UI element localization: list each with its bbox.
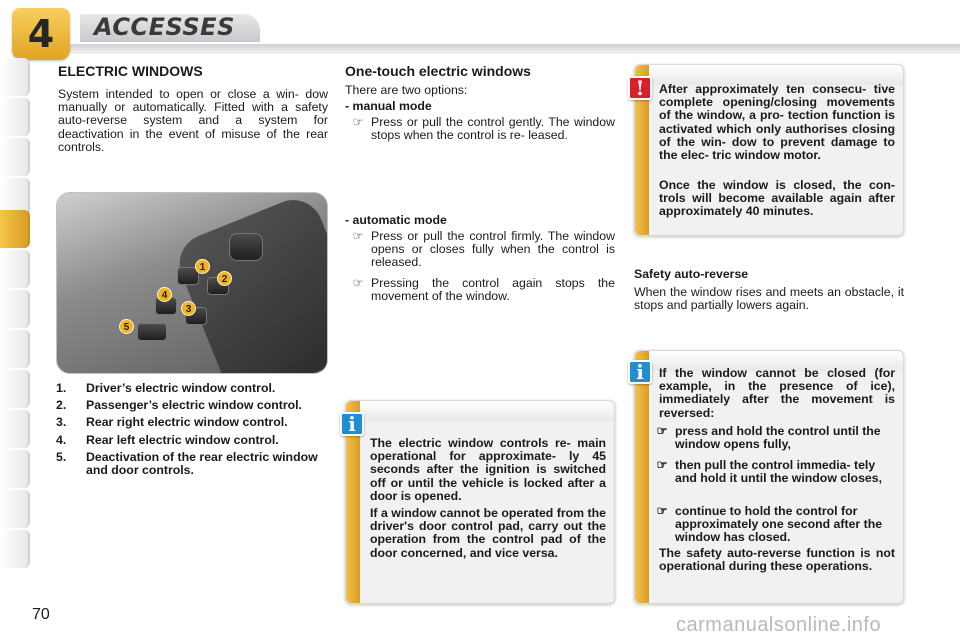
side-tab[interactable] bbox=[0, 450, 30, 488]
warning-text: After approximately ten consecu- tive complete opening/closing movements of the window, a pro- tection function is activated which only authorises closing of the win- dow to prevent damage to the elec- tric window motor. bbox=[659, 82, 895, 163]
controls-list bbox=[56, 382, 328, 481]
side-tab[interactable] bbox=[0, 410, 30, 448]
info-text: If a window cannot be operated from the driver's door control pad, carry out the operation from the control pad of the door concerned, and vice versa. bbox=[370, 506, 606, 560]
page-title: ACCESSES bbox=[94, 13, 235, 41]
info-text: The electric window controls re- main operational for approximate- ly 45 seconds after the ignition is switched off or until the vehicle is locked after a door is opened. bbox=[370, 436, 606, 503]
box-header bbox=[360, 401, 614, 421]
manual-bullet bbox=[345, 116, 615, 142]
pointing-hand-icon: ☞ bbox=[352, 115, 364, 129]
lock-switch bbox=[137, 323, 167, 341]
chapter-side-tabs bbox=[0, 58, 34, 578]
list-item bbox=[56, 399, 328, 412]
item-label: Deactivation of the rear electric window and door controls. bbox=[86, 449, 318, 478]
bullet-text: Press or pull the control gently. The window stops when the control is re- leased. bbox=[371, 115, 615, 143]
item-label: Rear left electric window control. bbox=[86, 432, 279, 447]
manual-mode-title: - manual mode bbox=[345, 99, 432, 113]
automatic-bullet bbox=[345, 277, 615, 303]
bullet-text: then pull the control immedia- tely and hold it until the window closes, bbox=[675, 458, 882, 486]
header-rule bbox=[70, 44, 960, 54]
side-tab[interactable] bbox=[0, 290, 30, 328]
pointing-hand-icon: ☞ bbox=[656, 458, 668, 472]
box-stripe bbox=[635, 351, 649, 603]
info-box-controls bbox=[345, 400, 615, 604]
pointing-hand-icon: ☞ bbox=[656, 424, 668, 438]
automatic-bullet bbox=[345, 230, 615, 270]
warning-text: Once the window is closed, the con- trols will become available again after approximately 40 minutes. bbox=[659, 178, 895, 219]
info-note: The safety auto-reverse function is not operational during these operations. bbox=[659, 546, 895, 574]
pointing-hand-icon: ☞ bbox=[656, 504, 668, 518]
pointing-hand-icon: ☞ bbox=[352, 276, 364, 290]
watermark: carmanualsonline.info bbox=[676, 614, 882, 636]
marker-3: 3 bbox=[181, 301, 196, 316]
bullet-text: press and hold the control until the window opens fully, bbox=[675, 424, 881, 452]
list-item bbox=[56, 416, 328, 429]
info-icon: i bbox=[628, 360, 652, 384]
info-box-auto-reverse bbox=[634, 350, 904, 604]
pointing-hand-icon: ☞ bbox=[352, 229, 364, 243]
item-number: 3. bbox=[56, 415, 67, 430]
automatic-mode-title: - automatic mode bbox=[345, 213, 447, 227]
side-tab[interactable] bbox=[0, 250, 30, 288]
section-heading: One-touch electric windows bbox=[345, 63, 531, 79]
side-tab[interactable] bbox=[0, 138, 30, 176]
side-tab[interactable] bbox=[0, 370, 30, 408]
info-bullet bbox=[649, 459, 895, 485]
bullet-text: continue to hold the control for approximately one second after the window has closed. bbox=[675, 504, 883, 545]
marker-1: 1 bbox=[195, 259, 210, 274]
item-number: 5. bbox=[56, 449, 67, 464]
list-item bbox=[56, 382, 328, 395]
options-intro: There are two options: bbox=[345, 83, 468, 97]
marker-5: 5 bbox=[119, 319, 134, 334]
side-tab[interactable] bbox=[0, 330, 30, 368]
chapter-number: 4 bbox=[27, 12, 55, 56]
item-number: 1. bbox=[56, 381, 67, 395]
bullet-text: Press or pull the control firmly. The window opens or closes fully when the control is released. bbox=[371, 229, 615, 270]
item-label: Passenger’s electric window control. bbox=[86, 398, 302, 413]
bullet-text: Pressing the control again stops the movement of the window. bbox=[371, 276, 615, 304]
warning-box bbox=[634, 64, 904, 236]
page-number: 70 bbox=[32, 606, 50, 623]
item-number: 4. bbox=[56, 432, 67, 447]
section-heading: ELECTRIC WINDOWS bbox=[58, 63, 203, 79]
item-label: Rear right electric window control. bbox=[86, 415, 288, 430]
side-tab[interactable] bbox=[0, 58, 30, 96]
info-icon: i bbox=[340, 412, 364, 436]
warning-icon: ! bbox=[628, 76, 652, 100]
window-controls-photo bbox=[56, 192, 328, 374]
info-text: If the window cannot be closed (for example, in the presence of ice), immediately after the movement is reversed: bbox=[659, 366, 895, 420]
item-number: 2. bbox=[56, 398, 67, 413]
info-bullet bbox=[649, 505, 895, 545]
info-bullet bbox=[649, 425, 895, 451]
marker-2: 2 bbox=[217, 271, 232, 286]
side-tab[interactable] bbox=[0, 530, 30, 568]
mirror-control bbox=[229, 233, 263, 261]
marker-4: 4 bbox=[157, 287, 172, 302]
side-tab-active[interactable] bbox=[0, 210, 30, 248]
safety-title: Safety auto-reverse bbox=[634, 267, 749, 281]
list-item bbox=[56, 434, 328, 447]
intro-paragraph: System intended to open or close a win- dow manually or automatically. Fitted with a safety auto-reverse system and a system for deactivation in the event of misuse of the rear controls. bbox=[58, 87, 328, 154]
item-label: Driver’s electric window control. bbox=[86, 381, 276, 395]
side-tab[interactable] bbox=[0, 98, 30, 136]
safety-text: When the window rises and meets an obstacle, it stops and partially lowers again. bbox=[634, 285, 904, 313]
side-tab[interactable] bbox=[0, 490, 30, 528]
list-item bbox=[56, 451, 328, 477]
